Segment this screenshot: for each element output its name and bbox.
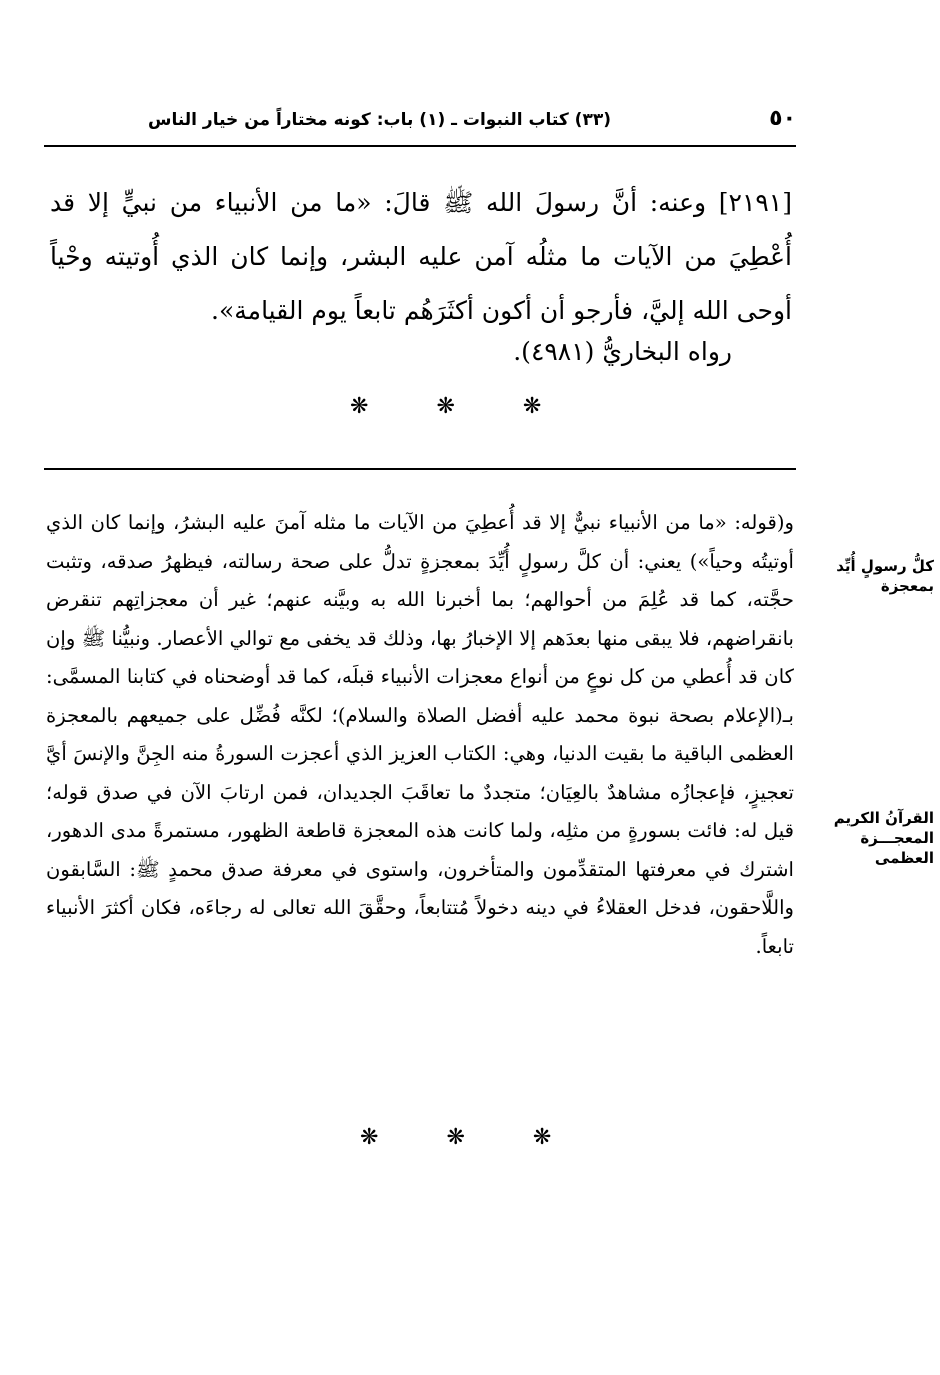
star-icon: ❋ bbox=[522, 394, 542, 419]
separator-stars-bottom bbox=[326, 1125, 585, 1150]
star-icon: ❋ bbox=[532, 1125, 552, 1150]
running-title: (٣٣) كتاب النبوات ـ (١) باب: كونه مختاراً من خيار الناس bbox=[148, 110, 611, 130]
margin-note-miracle bbox=[836, 556, 934, 596]
header-rule bbox=[44, 145, 796, 147]
margin-note-line: كلُّ رسولٍ أُيِّد bbox=[836, 557, 934, 575]
separator-stars bbox=[316, 394, 575, 419]
margin-note-line: القرآنُ الكريم bbox=[833, 809, 934, 827]
star-icon: ❋ bbox=[350, 394, 369, 419]
margin-note-line: المعجـــزة bbox=[860, 829, 934, 847]
hadith-source: رواه البخاريُّ (٤٩٨١). bbox=[513, 337, 732, 366]
star-icon: ❋ bbox=[446, 1125, 465, 1150]
commentary-paragraph: و(قوله: «ما من الأنبياء نبيٌّ إلا قد أُعطِيَ من الآيات ما مثله آمنَ عليه البشرُ، وإنما كان الذي أوتيتُه وحياً») يعني: أن كلَّ رسولٍ أُيِّدَ بمعجزةٍ تدلُّ على صحة رسالته، فيظهرُ صدقه، وتثبت حجَّته، كما قد عُلِمَ من أحوالهم؛ بما أخبرنا الله به وبيَّنه عنهم؛ غير أن معجزاتِهم تنقرض بانقراضهم، فلا يبقى منها بعدَهم إلا الإخبارُ بها، وذلك قد يخفى مع توالي الأعصار. ونبيُّنا ﷺ وإن كان قد أُعطي من كل نوعٍ من أنواع معجزات الأنبياء قبلَه، كما قد أوضحناه في كتابنا المسمَّى: بـ(الإعلام بصحة نبوة محمد عليه أفضل الصلاة والسلام)؛ لكنَّه فُضِّل على جميعهم بالمعجزة العظمى الباقية ما بقيت الدنيا، وهي: الكتاب العزيز الذي أعجزت السورةُ منه الجِنَّ والإنسَ أيَّ تعجيزٍ، فإعجازُه مشاهدٌ بالعِيَان؛ متجددٌ ما تعاقَبَ الجديدان، فمن ارتابَ الآن في صدق قوله؛ قيل له: فائت بسورةٍ من مثلِه، ولما كانت هذه المعجزة قاطعة الظهور، مستمرةً مدى الدهور، اشترك في معرفتها المتقدِّمون والمتأخرون، واستوى في معرفة صدق محمدٍ ﷺ: السَّابقون واللَّاحقون، فدخل العقلاءُ في دينه دخولاً مُتتابعاً، وحقَّقَ الله تعالى له رجاءَه، فكان أكثرَ الأنبياء تابعاً. bbox=[46, 511, 794, 958]
page-number: ٥٠ bbox=[769, 106, 796, 131]
margin-note-quran bbox=[834, 808, 934, 868]
margin-note-line: العظمى bbox=[874, 849, 934, 867]
commentary-rule bbox=[44, 468, 796, 470]
star-icon: ❋ bbox=[436, 394, 455, 419]
margin-note-line: بمعجزة bbox=[880, 577, 934, 595]
page-header bbox=[44, 104, 796, 144]
star-icon: ❋ bbox=[360, 1125, 379, 1150]
hadith-paragraph: [٢١٩١] وعنه: أنَّ رسولَ الله ﷺ قالَ: «ما من الأنبياء من نبيٍّ إلا قد أُعْطِيَ من الآيات ما مثلُه آمن عليه البشر، وإنما كان الذي أُوتيته وحْياً أوحى الله إليَّ، فأرجو أن أكون أكثَرَهُم تابعاً يوم القيامة». bbox=[50, 188, 792, 325]
hadith-text bbox=[50, 176, 792, 338]
commentary-text bbox=[46, 504, 794, 966]
